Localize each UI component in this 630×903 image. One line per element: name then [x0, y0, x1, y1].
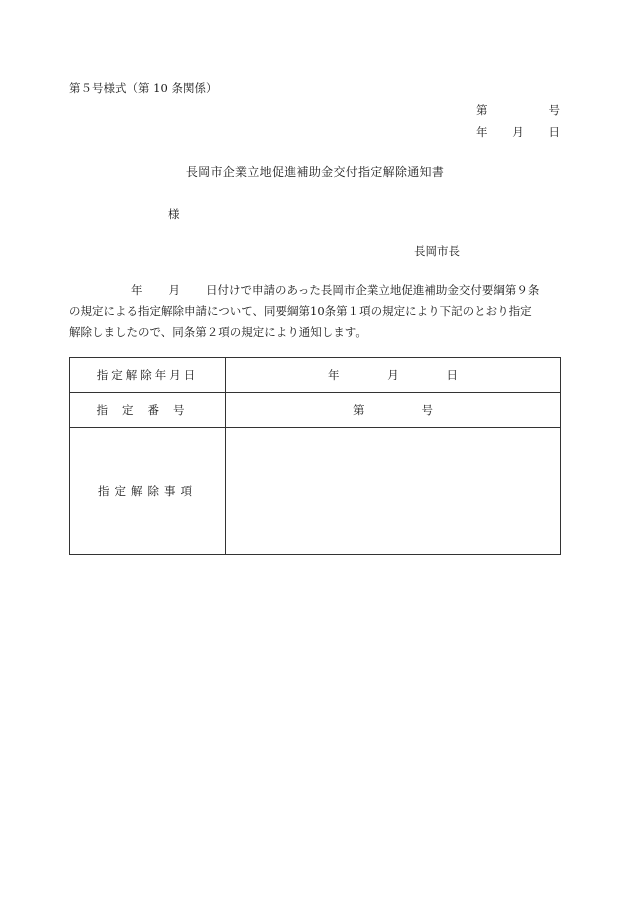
- form-number-label: 第５号様式（第 10 条関係）: [69, 81, 218, 95]
- document-title: 長岡市企業立地促進補助金交付指定解除通知書: [185, 165, 445, 179]
- body-year: 年: [131, 283, 143, 297]
- addressee: 様: [168, 207, 180, 221]
- date-month: 月: [512, 125, 524, 139]
- body-line-1-text: 日付けで申請のあった長岡市企業立地促進補助金交付要綱第９条: [206, 283, 540, 297]
- cancellation-matters-value: [226, 428, 561, 555]
- designation-number-label: 指定番号: [70, 393, 226, 428]
- cancellation-day: 日: [446, 368, 458, 382]
- details-table: [69, 357, 561, 555]
- sender-name: 長岡市長: [414, 244, 460, 258]
- body-line-1: [69, 280, 561, 301]
- cancellation-date-label: 指定解除年月日: [70, 358, 226, 393]
- cancellation-matters-label: 指定解除事項: [70, 428, 226, 555]
- body-line-2: の規定による指定解除申請について、同要綱第10条第１項の規定により下記のとおり指定: [69, 304, 532, 318]
- designation-number-suffix: 号: [421, 403, 433, 417]
- date-year: 年: [476, 125, 488, 139]
- table-row: [70, 358, 561, 393]
- cancellation-date-value: [226, 358, 561, 393]
- date-day: 日: [548, 125, 560, 139]
- table-row: [70, 393, 561, 428]
- document-date-line: [476, 124, 560, 140]
- designation-number-value: [226, 393, 561, 428]
- cancellation-month: 月: [387, 368, 399, 382]
- number-prefix: 第: [476, 103, 488, 117]
- notice-body: [69, 280, 561, 343]
- body-line-3: 解除しましたので、同条第２項の規定により通知します。: [69, 325, 367, 339]
- cancellation-year: 年: [328, 368, 340, 382]
- document-number-line: [476, 102, 560, 118]
- number-suffix: 号: [548, 103, 560, 117]
- designation-number-prefix: 第: [353, 403, 365, 417]
- body-month: 月: [168, 283, 180, 297]
- table-row: [70, 428, 561, 555]
